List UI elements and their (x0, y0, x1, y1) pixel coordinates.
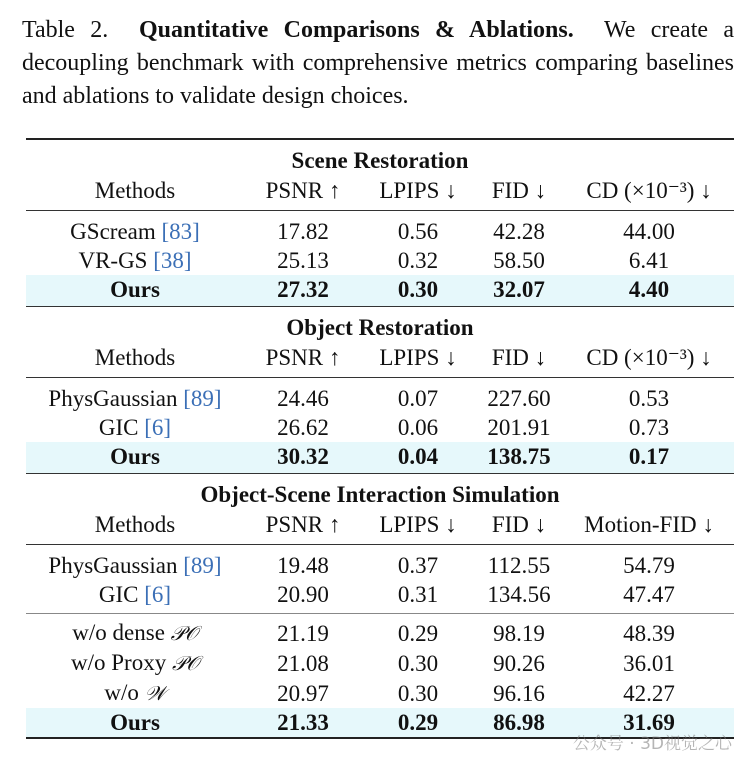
table-row-ours (26, 442, 734, 474)
caption-text: We create a decoupling benchmark with comprehensive metrics comparing baselines and ablations to validate design choices. (22, 17, 735, 109)
method-cell: PhysGaussian [89] (48, 386, 222, 411)
caption-title: Quantitative Comparisons & Ablations. (139, 17, 574, 43)
method-cell: w/o dense 𝒫𝒪 (72, 620, 198, 645)
math-symbol: 𝒲 (144, 681, 166, 705)
header-cell: FID ↓ (474, 509, 564, 545)
header-cell: Motion-FID ↓ (564, 509, 734, 545)
method-cell: Ours (26, 442, 244, 474)
table-row (26, 614, 734, 649)
value-cell: 44.00 (623, 219, 675, 244)
value-cell: 54.79 (623, 553, 675, 578)
value-cell: 90.26 (493, 650, 545, 676)
value-cell: 48.39 (623, 620, 675, 646)
value-cell: 30.32 (244, 442, 362, 474)
header-cell: Methods (26, 175, 244, 211)
header-row (26, 509, 734, 545)
citation-link[interactable]: [83] (161, 219, 200, 244)
math-symbol: 𝒫𝒪 (171, 651, 199, 675)
header-cell: LPIPS ↓ (362, 342, 474, 378)
value-cell: 27.32 (244, 275, 362, 307)
value-cell: 58.50 (493, 248, 545, 273)
value-cell: 25.13 (277, 248, 329, 273)
table-row-ours (26, 275, 734, 307)
section-title: Object-Scene Interaction Simulation (200, 482, 560, 507)
value-cell: 0.32 (397, 248, 439, 273)
section-title: Object Restoration (286, 315, 474, 340)
header-row (26, 342, 734, 378)
value-cell: 21.19 (277, 620, 329, 646)
section-title: Scene Restoration (26, 139, 734, 175)
method-cell: GIC [6] (98, 415, 172, 440)
value-cell: 0.04 (362, 442, 474, 474)
header-cell: PSNR ↑ (244, 509, 362, 545)
table-row (26, 378, 734, 414)
value-cell: 112.55 (487, 553, 551, 578)
value-cell: 0.17 (564, 442, 734, 474)
citation-link[interactable]: [38] (153, 248, 192, 273)
value-cell: 21.08 (277, 650, 329, 676)
value-cell: 20.90 (244, 580, 362, 614)
value-cell: 0.56 (397, 219, 439, 244)
value-cell: 36.01 (623, 650, 675, 676)
citation-link[interactable]: [6] (144, 415, 172, 440)
method-cell: PhysGaussian [89] (48, 553, 222, 578)
header-cell: CD (×10⁻³) ↓ (564, 342, 734, 378)
header-row (26, 175, 734, 211)
method-cell: GIC [6] (26, 580, 244, 614)
watermark: 公众号 · 3D视觉之心 (572, 734, 732, 754)
header-cell: Methods (26, 342, 244, 378)
header-cell: PSNR ↑ (244, 342, 362, 378)
value-cell: 0.30 (362, 275, 474, 307)
header-cell: LPIPS ↓ (362, 175, 474, 211)
caption-label: Table 2. (22, 17, 109, 43)
value-cell: 0.06 (397, 415, 439, 440)
results-table (26, 138, 734, 739)
table-row (26, 545, 734, 581)
value-cell: 0.29 (362, 708, 474, 738)
value-cell: 17.82 (277, 219, 329, 244)
value-cell: 96.16 (493, 680, 545, 706)
table-row (26, 211, 734, 247)
section-title-row (26, 307, 734, 343)
header-cell: Methods (26, 509, 244, 545)
section-title-row (26, 139, 734, 175)
header-cell: LPIPS ↓ (362, 509, 474, 545)
method-cell: VR-GS [38] (78, 248, 192, 273)
value-cell: 0.07 (397, 386, 439, 411)
value-cell: 0.30 (397, 650, 439, 676)
value-cell: 0.53 (628, 386, 670, 411)
citation-link[interactable]: [89] (183, 553, 222, 578)
section-title-row (26, 474, 734, 510)
value-cell: 0.73 (628, 415, 670, 440)
table-row (26, 413, 734, 442)
value-cell: 227.60 (487, 386, 551, 411)
value-cell: 98.19 (493, 620, 545, 646)
value-cell: 47.47 (564, 580, 734, 614)
method-cell: Ours (26, 708, 244, 738)
value-cell: 42.28 (493, 219, 545, 244)
value-cell: 134.56 (474, 580, 564, 614)
value-cell: 42.27 (623, 680, 675, 706)
header-cell: PSNR ↑ (244, 175, 362, 211)
value-cell: 0.30 (397, 680, 439, 706)
value-cell: 24.46 (277, 386, 329, 411)
value-cell: 4.40 (564, 275, 734, 307)
table-row (26, 678, 734, 708)
value-cell: 21.33 (244, 708, 362, 738)
method-cell: w/o Proxy 𝒫𝒪 (71, 650, 199, 675)
value-cell: 31.69 (564, 708, 734, 738)
table-row (26, 648, 734, 678)
value-cell: 26.62 (277, 415, 329, 440)
header-cell: FID ↓ (474, 342, 564, 378)
value-cell: 0.31 (362, 580, 474, 614)
table-row (26, 580, 734, 614)
value-cell: 32.07 (474, 275, 564, 307)
value-cell: 86.98 (474, 708, 564, 738)
citation-link[interactable]: [6] (144, 582, 172, 607)
method-cell: Ours (26, 275, 244, 307)
value-cell: 20.97 (277, 680, 329, 706)
value-cell: 138.75 (474, 442, 564, 474)
method-cell: w/o 𝒲 (104, 680, 166, 705)
value-cell: 201.91 (487, 415, 551, 440)
method-cell: GScream [83] (70, 219, 200, 244)
header-cell: FID ↓ (474, 175, 564, 211)
math-symbol: 𝒫𝒪 (170, 621, 198, 645)
value-cell: 0.29 (397, 620, 439, 646)
citation-link[interactable]: [89] (183, 386, 222, 411)
table-caption (22, 14, 734, 113)
value-cell: 6.41 (628, 248, 670, 273)
table-row (26, 246, 734, 275)
header-cell: CD (×10⁻³) ↓ (564, 175, 734, 211)
value-cell: 19.48 (277, 553, 329, 578)
value-cell: 0.37 (397, 553, 439, 578)
